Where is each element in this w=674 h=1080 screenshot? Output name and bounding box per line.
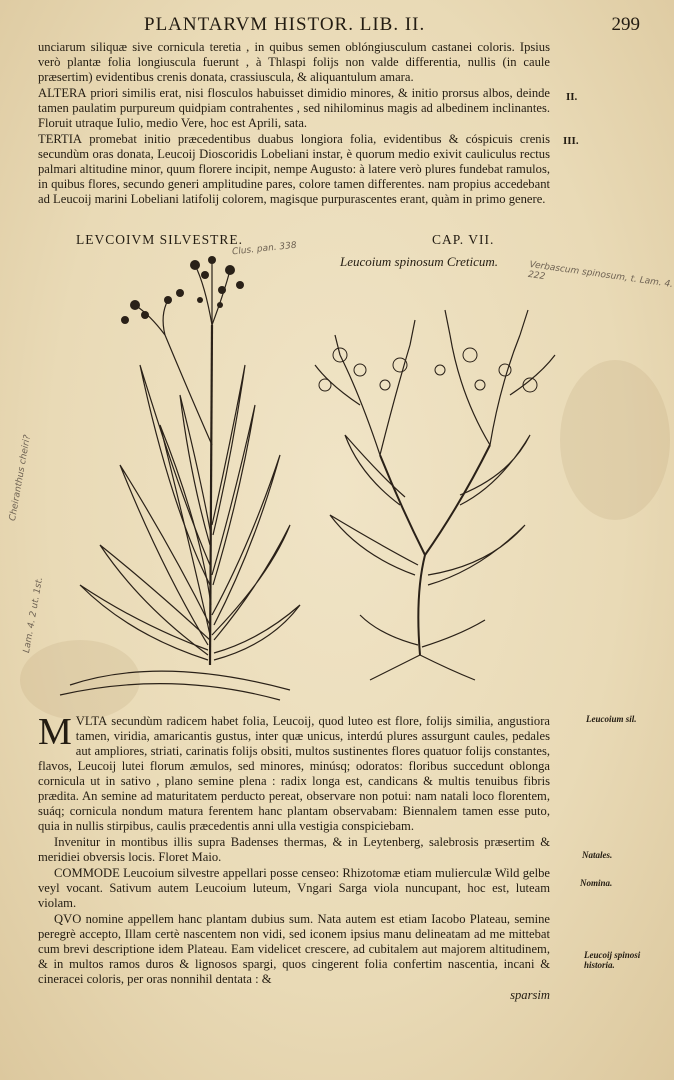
margin-note: Natales. — [582, 850, 613, 860]
top-text-block — [38, 40, 550, 208]
page-header — [120, 14, 640, 38]
paper-stain — [560, 360, 670, 520]
handwritten-note: Lam. 4. 2 ut. 1st. — [22, 576, 46, 654]
leucoium-silvestre-woodcut — [40, 245, 310, 705]
margin-note: II. — [566, 91, 578, 103]
chapter-number: CAP. VII. — [432, 232, 495, 247]
margin-note: Leucoium sil. — [586, 714, 637, 724]
paragraph: COMMODE Leucoium silvestre appellari posse censeo: Rhizotomæ etiam mulierculæ Wild gelbe veyl vocant. Sativum autem Leucoium luteum, Vngari Sarga viola nuncupant, hoc est, luteam violam. — [38, 866, 550, 910]
margin-note: III. — [563, 135, 579, 147]
margin-note: Nomina. — [580, 878, 613, 888]
paragraph: unciarum siliquæ sive cornicula teretia , in quibus semen oblóngiusculum castanei coloris. Ipsius verò plantæ folia longiuscula fuerunt , à Thlaspi folijs non valde differentia, nullis (in caule præsertim) evidentibus crenis donata, crassiuscula, & aliquantulum amara. — [38, 40, 550, 84]
running-title: PLANTARVM HISTOR. LIB. II. — [144, 14, 426, 35]
figure-caption: Leucoium spinosum Creticum. — [340, 254, 499, 269]
catchword: sparsim — [510, 988, 550, 1002]
handwritten-note: Verbascum spinosum, t. Lam. 4. 222 — [527, 259, 674, 291]
chapter-title: LEVCOIVM SILVESTRE. — [76, 232, 244, 247]
paragraph: TERTIA promebat initio præcedentibus duabus longiora folia, evidentibus & cóspicuis crenis secundùm oras donata, Leucoij Dioscoridis Lobeliani instar, è quorum medio exivit cauliculus rectus palmari altitudine minor, quum florere incipit, nempe Augusto: à latere verò plures fundebat ramulos, in quibus flores, secundo generi amplitudine pares, colore tamen differentes. nam propius accedebant ad Leucoij marini Lobeliani latifolij colorem, magisque purpurascentes erant, quàm in primo genere. — [38, 132, 550, 206]
handwritten-note: Clus. pan. 338 — [231, 240, 298, 258]
page-number: 299 — [611, 14, 640, 35]
body-text-block — [38, 711, 550, 1004]
paragraph: MVLTA secundùm radicem habet folia, Leucoij, quod luteo est flore, folijs similia, angustiora tamen, viridia, amaricantis gustus, inter quæ unicus, interdú plures assurgunt caules, pedales aut ampliores, striati, carinatis folijs obsiti, multos sustinentes flores quatuor folijs constantes, flavos, Leucoij lutei florum æmulos, sed minores, minúsq; odoratos: floribus succedunt oblonga cornicula ut in sativo , plano semine plena : radix longa est, candicans & multis tenuibus fibris prædita. An semine ad maturitatem perducto pereat, observare non potui: nam natali loco florentem, suáq; cornicula nondum matura ferentem hanc plantam observabam: Biennalem tamen esse puto, quia in nullis stirpibus, caulis præcedentis anni ulla vestigia conspiciebam. — [38, 711, 550, 833]
margin-note: Leucoij spinosi historia. — [584, 950, 641, 970]
handwritten-note: Cheiranthus cheiri? — [8, 434, 33, 522]
drop-cap: M — [38, 711, 72, 753]
paragraph: ALTERA priori similis erat, nisi flosculos habuisset dimidio minores, & initio prorsus albos, deinde tamen paulatim purpureum quidpiam contrahentes , sed nihilominus magis ad albedinem inclinantes. Floruit utraque Iulio, medio Vere, hoc est Aprili, sata. — [38, 86, 550, 130]
leucoium-spinosum-woodcut — [300, 275, 560, 685]
paragraph: QVO nomine appellem hanc plantam dubius sum. Nata autem est etiam Iacobo Plateau, semine peregrè accepto, Illam certè nascentem non vidi, sed iconem ipsius manu delineatam ad me mittebat cum brevi descriptione idem Plateau. Eam videlicet crescere, ad cubitalem aut majorem altitudinem, & in multos ramos duros & lignosos spargi, quos cingerent folia confertim nascentia, incani & cineracei coloris, per oras nonnihil dentata : & — [38, 912, 550, 986]
paragraph: Invenitur in montibus illis supra Badenses thermas, & in Leytenberg, salebrosis præsertim & meridiei obversis locis. Floret Maio. — [38, 835, 550, 864]
